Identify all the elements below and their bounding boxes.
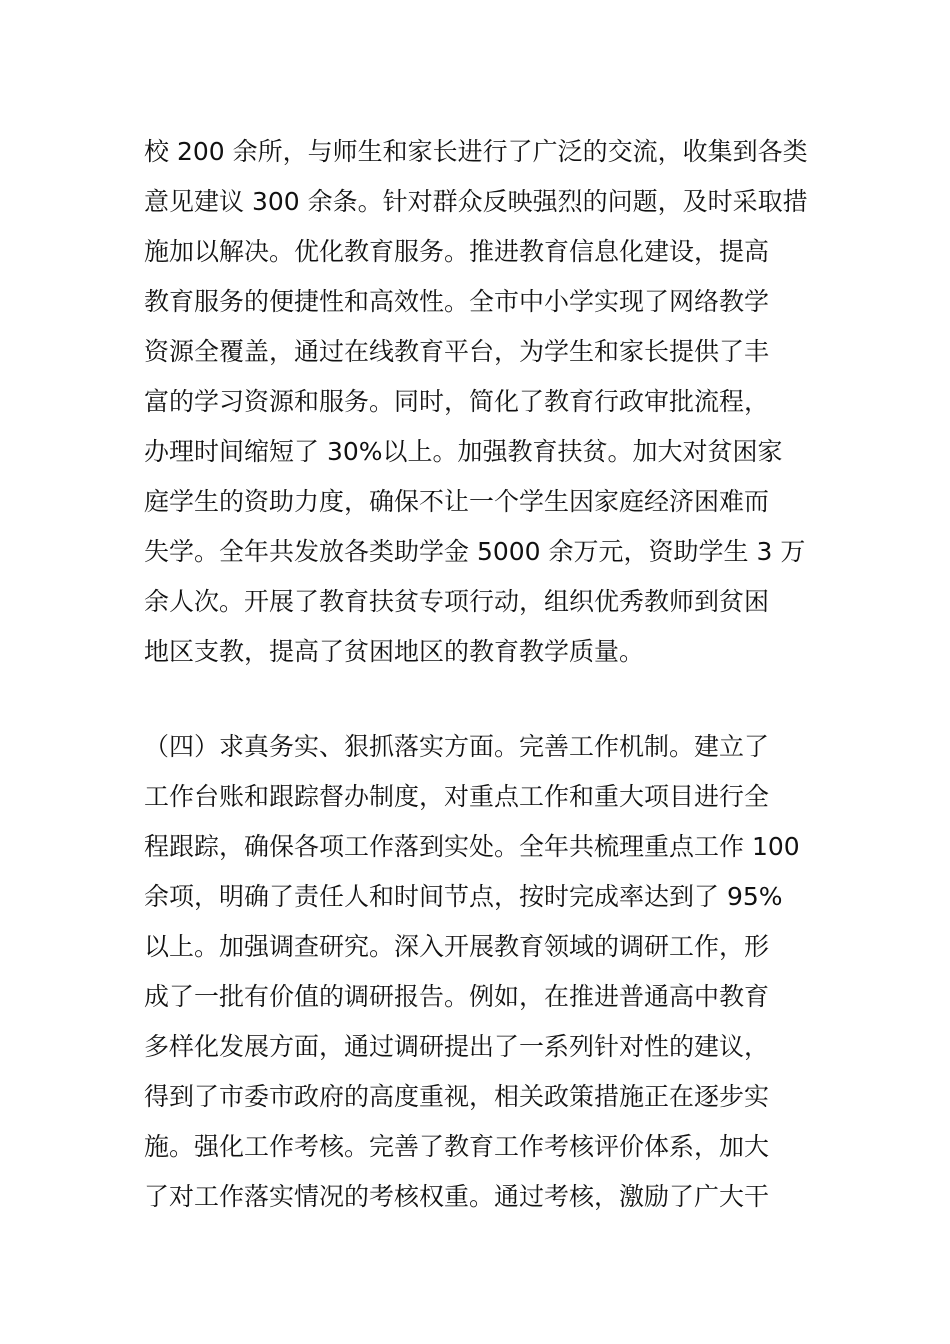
text-line: 地区支教，提高了贫困地区的教育教学质量。 [144,637,645,666]
text-line: 资源全覆盖，通过在线教育平台，为学生和家长提供了丰 [144,337,770,366]
text-line: 失学。全年共发放各类助学金 5000 余万元，资助学生 3 万 [144,537,806,566]
text-line: 成了一批有价值的调研报告。例如，在推进普通高中教育 [144,982,770,1011]
text-line: 庭学生的资助力度，确保不让一个学生因家庭经济困难而 [144,487,770,516]
text-line: 余人次。开展了教育扶贫专项行动，组织优秀教师到贫困 [144,587,770,616]
text-line: 得到了市委市政府的高度重视，相关政策措施正在逐步实 [144,1082,770,1111]
text-line: 多样化发展方面，通过调研提出了一系列针对性的建议， [144,1032,770,1061]
paragraph-education-services [144,127,824,677]
text-line: 以上。加强调查研究。深入开展教育领域的调研工作，形 [144,932,770,961]
text-line: 富的学习资源和服务。同时，简化了教育行政审批流程， [144,387,770,416]
text-line: 施。强化工作考核。完善了教育工作考核评价体系，加大 [144,1132,770,1161]
text-line: 校 200 余所，与师生和家长进行了广泛的交流，收集到各类 [144,137,808,166]
text-line: 工作台账和跟踪督办制度，对重点工作和重大项目进行全 [144,782,770,811]
text-line: （四）求真务实、狠抓落实方面。完善工作机制。建立了 [144,732,770,761]
text-line: 余项，明确了责任人和时间节点，按时完成率达到了 95% [144,882,783,911]
text-line: 意见建议 300 余条。针对群众反映强烈的问题，及时采取措 [144,187,808,216]
text-line: 办理时间缩短了 30%以上。加强教育扶贫。加大对贫困家 [144,437,783,466]
text-line: 教育服务的便捷性和高效性。全市中小学实现了网络教学 [144,287,770,316]
text-line: 程跟踪，确保各项工作落到实处。全年共梳理重点工作 100 [144,832,800,861]
paragraph-section-four [144,722,824,1222]
text-line: 施加以解决。优化教育服务。推进教育信息化建设，提高 [144,237,770,266]
text-line: 了对工作落实情况的考核权重。通过考核，激励了广大干 [144,1182,770,1211]
